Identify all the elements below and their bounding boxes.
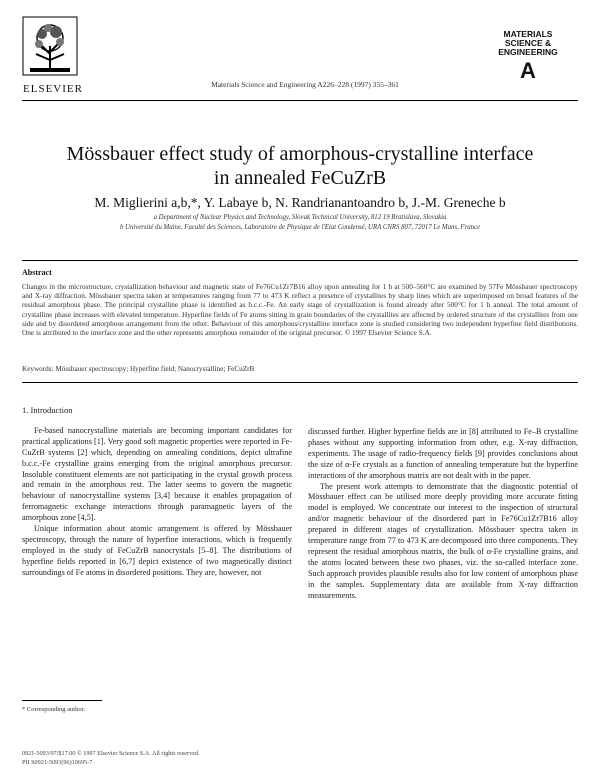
footnote-rule <box>22 700 102 701</box>
abstract-top-rule <box>22 260 578 261</box>
abstract-heading: Abstract <box>22 268 52 277</box>
abstract-text: Changes in the microstructure, crystallization behaviour and magnetic state of Fe76Cu1Zr7B16 alloy upon annealing for 1 h at 500–560°C are examined by 57Fe Mössbauer spectroscopy and X-ray diffraction. Mössbauer spectra taken at temperatures ranging from 77 to 473 K reflect a presence of crystallites by sharp lines which are superimposed on broad features of the residual amorphous phase. The principal crystalline phase is identified as b.c.c.-Fe. An early stage of crystallization is found already after 500°C for 1 h anneal. The total amount of crystalline phase increases with elevated temperature. Hyperfine fields of Fe atoms sitting in grain boundaries of the crystallites are affected by ordered structure of the crystallites from one side and by disordered amorphous arrangement from the other. Behaviour of this amorphous/crystalline interface zone is studied considering two independent hyperfine field distributions. One is attributed to the interface zone and the other represents amorphous remainder of the original precursor. © 1997 Elsevier Science S.A. <box>22 282 578 338</box>
journal-logo-line-3: ENGINEERING <box>498 47 558 57</box>
elsevier-logo <box>22 16 84 94</box>
affiliation-b: b Université du Maine, Faculté des Sciences, Laboratoire de Physique de l'Etat Condensé, URA CNRS 807, 72017 Le Mans, France <box>119 224 481 231</box>
paragraph: discussed further. Higher hyperfine fields are in [8] attributed to Fe–B crystalline phases without any supporting information from other, e.g. X-ray diffraction, experiments. The usage of radio-frequency fields [9] provides conclusions about the size of α-Fe crystals as a function of annealing temperature but the hyperfine interactions of the amorphous matrix are not dealt with in the paper. <box>308 427 578 480</box>
journal-logo-letter: A <box>520 58 536 83</box>
abstract-bottom-rule <box>22 382 578 383</box>
pii-line: PII S0921-5093(96)10695-7 <box>22 759 93 766</box>
journal-logo-line-1: MATERIALS <box>503 29 553 39</box>
header-rule <box>22 100 578 101</box>
section-heading: 1. Introduction <box>22 405 73 415</box>
right-column <box>308 427 578 602</box>
elsevier-tree-icon <box>22 16 78 76</box>
journal-citation: Materials Science and Engineering A226–228 (1997) 355–361 <box>211 80 399 89</box>
author-list: M. Miglierini a,b,*, Y. Labaye b, N. Randrianantoandro b, J.-M. Greneche b <box>94 195 506 210</box>
affiliation-a: a Department of Nuclear Physics and Technology, Slovak Technical University, 812 19 Bratislava, Slovakia <box>153 214 447 221</box>
copyright-line: 0921-5093/97/$17.00 © 1997 Elsevier Science S.A. All rights reserved. <box>22 750 200 757</box>
journal-logo-line-2: SCIENCE & <box>504 38 552 48</box>
paragraph: Fe-based nanocrystalline materials are becoming important candidates for practical applications [1]. Very good soft magnetic properties were reported in Fe-CuZrB systems [2] which, depending on annealing conditions, depict ultrafine b.c.c.-Fe crystalline grains emerging from the original amorphous precursor. Insoluble constituent elements are not participating in the crystal growth process and remain in the amorphous rest. The latter seems to govern the magnetic behaviour of nanocrystalline systems [3,4] because it enables propagation of ferromagnetic exchange interactions through paramagnetic layers of the amorphous zone [4,5]. <box>22 425 292 523</box>
left-column <box>22 405 292 579</box>
paragraph: The present work attempts to demonstrate that the diagnostic potential of Mössbauer effect can be utilised more deeply providing more accurate fitting model is employed. We concentrate our interest to the inspection of structural and/or magnetic behaviour of the disordered part in Fe76Cu1Zr7B16 alloy prepared in different stages of crystallization. Mössbauer spectra taken in temperature range from 77 to 473 K are decomposed into three components. They represent the residual amorphous matrix, the bulk of α-Fe crystalline grains, and the atoms located between these two phases, viz. the so-called interface zone. Such approach provides plausible results also for low content of amorphous phase in the samples. Supplementary data are available from X-ray diffraction measurements. <box>308 481 578 600</box>
publisher-name: ELSEVIER <box>23 83 83 95</box>
paper-title: Mössbauer effect study of amorphous-crystalline interface in annealed FeCuZrB <box>66 143 534 189</box>
footnote: * Corresponding author. <box>22 706 86 713</box>
journal-logo <box>478 30 578 83</box>
keywords: Keywords: Mössbauer spectroscopy; Hyperfine field; Nanocrystalline; FeCuZrB <box>22 365 255 373</box>
paragraph: Unique information about atomic arrangement is offered by Mössbauer spectroscopy, through the nature of hyperfine interactions, which is frequently employed in the study of FeCuZrB nanocrystals [5–8]. The distributions of hyperfine fields reported in [6,7] depict existence of two magnetically distinct surroundings of Fe atoms in disordered positions. They are, however, not <box>22 524 292 577</box>
